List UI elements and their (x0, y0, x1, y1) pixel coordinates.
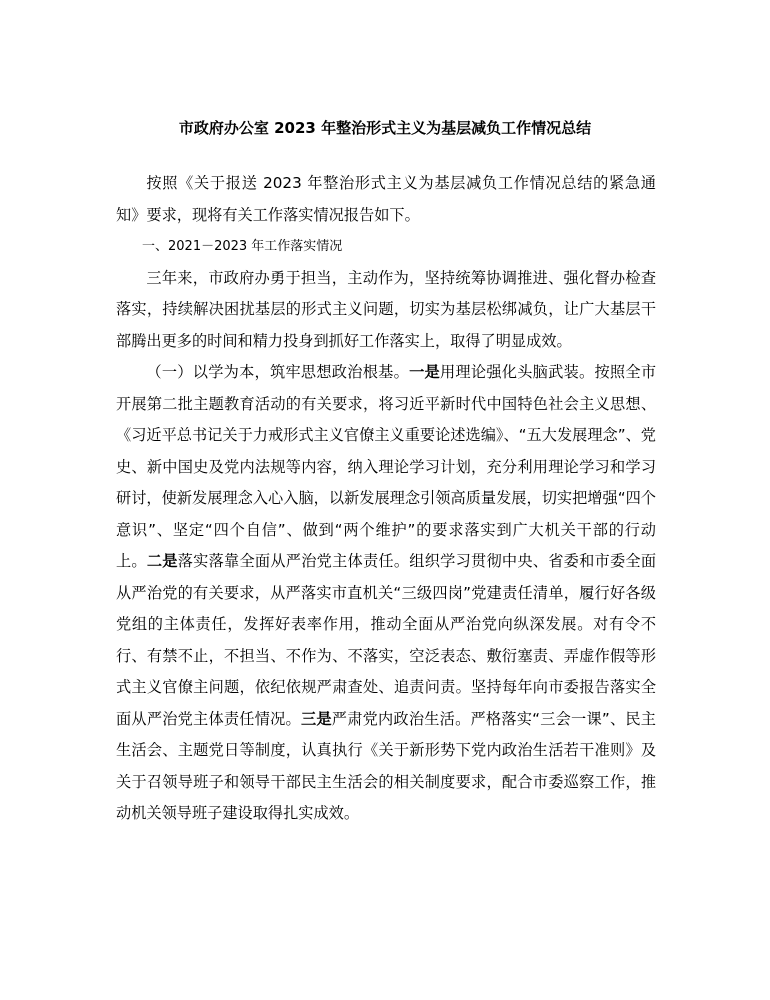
point-marker-3: 三是 (300, 709, 332, 728)
point-marker-1: 一是 (409, 363, 440, 381)
intro-paragraph: 按照《关于报送 2023 年整治形式主义为基层减负工作情况总结的紧急通知》要求，现将有关工作落实情况报告如下。 (116, 174, 656, 224)
section-heading-1: 一、2021－2023 年工作落实情况 (142, 239, 343, 254)
point-marker-2: 二是 (146, 552, 178, 570)
document-body (116, 168, 656, 830)
point-text-1: 用理论强化头脑武装。按照全市开展第二批主题教育活动的有关要求，将习近平新时代中国特色社会主义思想、《习近平总书记关于力戒形式主义官僚主义重要论述选编》、“五大发展理念”、党史、新中国史及党内法规等内容，纳入理论学习计划，充分利用理论学习和学习研讨，使新发展理念入心入脑，以新发展理念引领高质量发展，切实把增强“四个意识”、坚定“四个自信”、做到“两个维护”的要求落实到广大机关干部的行动上。 (116, 363, 657, 570)
point-text-2: 落实落靠全面从严治党主体责任。组织学习贯彻中央、省委和市委全面从严治党的有关要求，从严落实市直机关“三级四岗”党建责任清单，履行好各级党组的主体责任，发挥好表率作用，推动全面从严治党向纵深发展。对有令不行、有禁不止，不担当、不作为、不落实，空泛表态、敷衍塞责、弄虚作假等形式主义官僚主问题，依纪依规严肃查处、追责问责。坚持每年向市委报告落实全面从严治党主体责任情况。 (116, 552, 657, 728)
subsection-1-heading: （一）以学为本，筑牢思想政治根基。 (146, 363, 410, 381)
section-1-paragraph: 三年来，市政府办勇于担当，主动作为，坚持统筹协调推进、强化督办检查落实，持续解决困扰基层的形式主义问题，切实为基层松绑减负，让广大基层干部腾出更多的时间和精力投身到抓好工作落实上，取得了明显成效。 (116, 268, 656, 350)
document-title: 市政府办公室 2023 年整治形式主义为基层减负工作情况总结 (178, 119, 592, 137)
subsection-1-paragraph (116, 357, 656, 830)
point-text-3: 严肃党内政治生活。严格落实“三会一课”、民主生活会、主题党日等制度，认真执行《关于新形势下党内政治生活若干准则》及关于召领导班子和领导干部民主生活会的相关制度要求，配合市委巡察工作，推动机关领导班子建设取得扎实成效。 (116, 709, 656, 822)
